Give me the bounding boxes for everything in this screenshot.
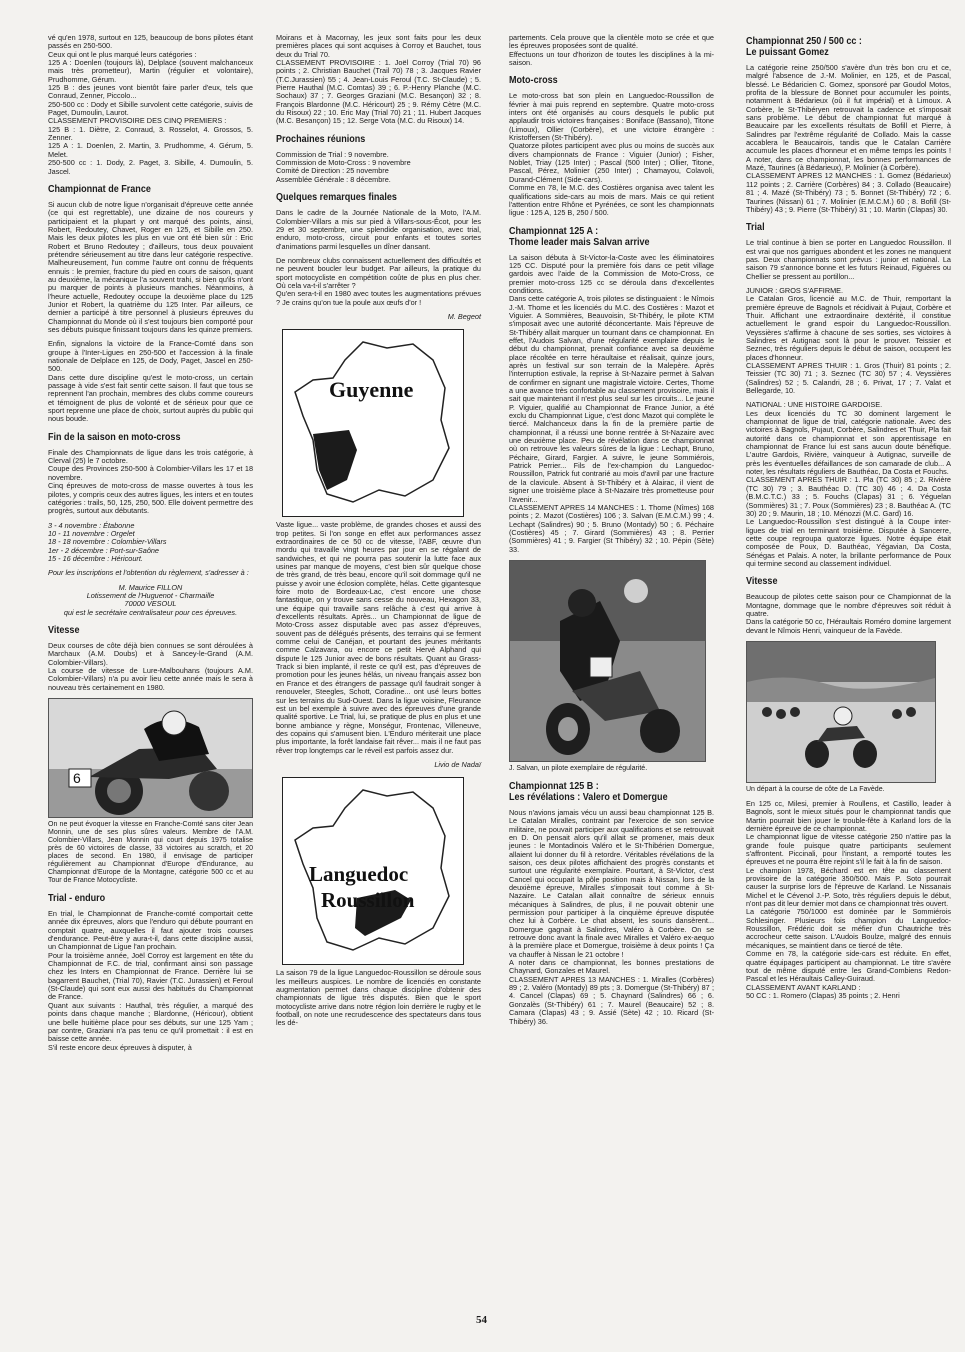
heading-trial-lr: Trial [746,221,765,234]
author-signature-begeot: M. Begeot [447,311,481,321]
author-signature-nadai: Livio de Nadaï [434,759,481,769]
column-3 [509,34,714,1032]
heading-vitesse: Vitesse [48,623,80,636]
championnat-250-500-text: La catégorie reine 250/500 s'avère d'un très bon cru et ce, malgré l'absence de J.-M. Molinier, en 125, et de Pascal, blessé. Le Bédaricien C. Gomez, sponsoré par Goudol Motos, profita de la blessure de Bonnet pour accumuler les points, notamment à Bédarieux (où il fut impérial) et à Limoux. A Corbère, le St-Thibéryen retrouvait la cadence et s'imposait sans problème. Le début de championnat fut marqué à Beaucaire par les excellents résultats de Bofill et Pierre, à Salindres par l'extrême régularité de Collado. Mais la casse accablera le Beaucairois, tandis que le Catalan Carrière accumule les places d'honneur et en même temps les points ! A noter, dans ce championnat, les bonnes performances de Mazé, Taurines (à Bédarieux), P. Molinier (à Corbère). CLASSEMENT APRES 12 MANCHES : 1. Gomez (Bédarieux) 112 points ; 2. Carrière (Corbères) 84 ; 3. Collado (Beaucaire) 81 ; 4. Mazé (St-Thibéry) 73 ; 5. Bonnet (St-Thibéry) 72 ; 6. Taurines (Nissan) 61 ; 7. Molinier (E.M.C.M.) 60 ; 8. Bofill (St-Thibéry) 43 ; 9. Pierre (St-Thibéry) 31 ; 10. Martin (Clapas) 30. [746,63,951,214]
heading-trial-enduro: Trial - enduro [48,892,106,905]
junior-trial-text: JUNIOR : GROS S'AFFIRME. Le Catalan Gros, licencié au M.C. de Thuir, remportant la première épreuve de Bagnols et récidivait à Pujaut, Corbère et Thuir. Affichant une extraordinaire dextérité, il constitue actuellement le grand espoir du Languedoc-Roussillon. Veyssières s'affirme à chacune de ses sorties, ses victoires à Salindres et Autignac sont là pour le prouver. Teissier et Seznec, très réguliers depuis le début de saison, occupent les places d'honneur. CLASSEMENT APRES THUIR : 1. Gros (Thuir) 81 points ; 2. Teissier (TC 30) 71 ; 3. Seznec (TC 30) 57 ; 4. Veyssières (Salindres) 52 ; 5. Calandri, 28 ; 6. Privat, 17 ; 7. Valat et Bellegarde, 10. [746,285,951,396]
map-languedoc-roussillon [282,777,464,965]
fin-saison-text: Finale des Championnats de ligue dans les trois catégorie, à Clerval (25) le 7 octobre. Coupe des Provinces 250-500 à Colombier-Villars les 17 et 18 novembre. Cinq épreuves de moto-cross de masse ouvertes à tous les pilotes, y compris ceux des autres ligues, les inters et en toutes catégories : trails, 50, 125, 250, 500. Elle doivent permettre des progrès, surtout aux débutants. [48,447,253,516]
vitesse-classes-text: En 125 cc, Milesi, premier à Roullens, et Castillo, leader à Bagnols, sont le mieux situés pour le championnat tandis que Martin pourrait bien jouer le trouble-fête à Karland lors de la dernière épreuve de ce championnat. Le championnat ligue de vitesse catégorie 250 n'attire pas la grande foule puisque quatre participants seulement s'affrontent. Piccinali, pour l'instant, a remporté toutes les épreuves et ne pourra être rejoint s'il le fait à la fin de saison. Le champion 1978, Béchard est en tête au classement provisoire de la catégorie 350/500. Mais P. Soto pourrait causer la surprise lors de l'épreuve de Karland. Le Nissanais Michel et le Cévenol J.-P. Soto, très réguliers depuis le début, n'ont pas dit leur dernier mot dans ce championnat très ouvert. La catégorie 750/1000 est dominée par le Sommiérois Schlesinger. Plusieurs fois champion du Languedoc-Roussillon, Frédéric doit se méfier d'un Chautriche très accrocheur cette saison. L'Audois Boulze, malgré des ennuis mécaniques, se maintient dans ce tiercé de tête. Comme en 78, la catégorie side-cars est réduite. En effet, quatre équipages participent au championnat. Le titre s'avère tout de même disputé entre les Grand-Combiens Redon-Pascal et les Héraultais Calley-Guiraud. CLASSEMENT AVANT KARLAND : 50 CC : 1. Romero (Clapas) 35 points ; 2. Henri [746,798,951,1000]
moto-cross-text: Le moto-cross bat son plein en Languedoc-Roussillon de février à mai puis reprend en septembre. Quatre moto-cross inters ont été organisés au cours desquels le public put applaudir trois victoires françaises : Boniface (Bassano), Titone (Limoux), Ollier (Corbère), et une victoire étrangère : Kristoffersen (St-Thibéry). Quatorze pilotes participent avec plus ou moins de succès aux divers championnats de France : Viguier (Junior) ; Fisher, Noblet, Triay (125 Inter) ; Pascal (500 Inter) ; Ollier, Titone, Pascal, Pérez, Molinier (250 Inter) ; Chamayou, Colavoli, Durand-Clément (Side-cars). Comme en 78, le M.C. des Costières organisa avec talent les qualifications side-cars au mois de mars. Mais ce qui retient l'attention entre Rhône et Pyrénées, ce sont les championnats ligue : 125 A, 125 B, 250 / 500. [509,91,714,218]
heading-moto-cross: Moto-cross [509,74,558,87]
heading-championnat-125a: Championnat 125 A : Thome leader mais Salvan arrive [509,224,650,248]
national-trial-text: NATIONAL : UNE HISTOIRE GARDOISE. Les deux licenciés du TC 30 dominent largement le championnat de ligue de trial, catégorie nationale. Avec des victoires à Bagnols, Pujaut, Corbère, Salindres et Thuir, Pla fait autorité dans ce championnat et son apprentissage en championnat de France lui est sans aucun doute bénéfique. L'autre Gardois, Rivière, vainqueur à Autignac, surveille de près les éventuelles défaillances de son camarade de club... A noter, les résultats réguliers de Bauthéac, Da Costa et Fouchs. CLASSEMENT APRES THUIR : 1. Pla (TC 30) 85 ; 2. Rivière (TC 30) 79 ; 3. Bauthéac D. (TC 30) 46 ; 4. Da Costa (B.M.C.T.C.) 33 ; 5. Fouchs (Clapas) 31 ; 6. Yéguelan (Sommières) 31 ; 7. Poux (Sommières) 23 ; 8. Bauthéac A. (TC 30) 20 ; 9. Maurin, 18 ; 10. Ménozzi (M.C. Gard) 16. Le Languedoc-Roussillon s'est distingué à la Coupe inter-ligues de trial en terminant troisième. Disputée à Sancerre, cette coupe regroupa quatorze ligues. Notre équipe était composée de Poux, D. Bauthéac, Yégavian, Da Costa, Sénégas et Palais. A noter, la brillante performance de Poux qui termine second au classement individuel. [746,400,951,568]
vitesse-lr-text: Beaucoup de pilotes cette saison pour ce Championnat de la Montagne, dommage que le nombre d'épreuves soit réduit à quatre. Dans la catégorie 50 cc, l'Héraultais Roméro domine largement devant le Nîmois Henri, vainqueur de la Favède. [746,592,951,635]
remarques-text-2: De nombreux clubs connaissent actuellement des difficultés et ne peuvent boucler leur budget. Par ailleurs, la pratique du sport motocycliste en compétition coûte de plus en plus cher. Où cela va-t-il s'arrêter ? Qu'en sera-t-il en 1980 avec toutes les augmentations prévues ? Je crains qu'on tue la poule aux œufs d'or ! [276,255,481,307]
heading-fin-saison: Fin de la saison en moto-cross [48,430,181,443]
heading-championnat-125b: Championnat 125 B : Les révélations : Valero et Domergue [509,779,668,803]
photo-caption-salvan: J. Salvan, un pilote exemplaire de régularité. [509,764,648,772]
hillclimb-start-photo [746,641,936,783]
championnat-125b-text: Nous n'avions jamais vécu un aussi beau championnat 125 B. Le Catalan Miralles, contraint par l'exercice de son service militaire, ne pouvait participer aux qualifications et se retrouvait en D. On pensait alors qu'il allait se promener, mais deux jeunes : le Montadinois Valéro et le St-Thibérien Domergue, allaient lui donner du fil à retordre. Véritables révélations de la saison, ces deux pilotes affichaient des progrès constants et surtout une régularité exemplaire. Pourtant, à St-Victor, c'est Cancel qui occupait la pôle position mais à Nissan, lors de la deuxième épreuve, Miralles s'imposait tout comme à St-Nazaire. Le Catalan allait connaître de sérieux ennuis mécaniques à Salindres, de plus, il ne pouvait obtenir une permission pour participer à la cinquième épreuve disputée chez lui à Corbère. Le chat absent, les souris dansèrent... Domergue gagnait à Salindres, Valéro à Corbère. On se retrouve donc avant la finale avec Miralles et Valéro ex-aequo à la première place et Domergue, troisième à deux points ! Ça va chauffer à Nissan le 21 octobre ! A noter dans ce championnat, les bonnes prestations de Chaynard, Gonzales et Maurel. CLASSEMENT APRES 13 MANCHES : 1. Miralles (Corbères) 89 ; 2. Valéro (Montady) 89 pts ; 3. Domergue (St-Thibéry) 87 ; 4. Cancel (Clapas) 69 ; 5. Chaynard (Salindres) 66 ; 6. Gonzalès (St-Thibéry) 61 ; 7. Maurel (Beaucaire) 52 ; 8. Camara (Clapas) 43 ; 9. Assié (Sète) 42 ; 10. Ricard (St-Thibéry) 36. [509,807,714,1026]
motocross-rider-photo [509,560,706,762]
photo-caption-favede: Un départ à la course de côte de La Favède. [746,785,885,793]
departements-text: partements. Cela prouve que la clientèle moto se crée et que les épreuves proposées sont de qualité. Effectuons un tour d'horizon de toutes les disciplines à la mi-saison. [509,33,714,68]
heading-vitesse-lr: Vitesse [746,575,778,588]
championnat-125a-text: La saison débuta à St-Victor-la-Coste avec les éliminatoires 125 CC. Disputé pour la première fois dans ce petit village gardois avec l'aide de la Commission de Moto-Cross, ce premier moto-cross 125 cc se déroula dans d'excellentes conditions. Dans cette catégorie A, trois pilotes se distinguaient : le Nîmois J.-M. Thome et les licenciés du M.C. des Costières : Mazot et Viguier. A Sommières, Beauvoisin, St-Thibéry, le pilote KTM s'imposait avec une autorité déconcertante. Mais l'épreuve de St-Thibéry allait marquer un tournant dans ce championnat. En effet, l'Audois Salvan, d'une régularité exemplaire depuis le début du championnat, prenait confiance avec sa deuxième place récoltée en terre héraultaise et réalisait, quinze jours, après un festival sur son terrain de la Malepère. Après l'interruption estivale, la reprise à St-Nazaire permet à Salvan de confirmer en signant une magistrale victoire. Certes, Thome a une avance très confortable au classement provisoire, mais il sait que maintenant il n'est plus seul sur les circuits... Le jeune P. Viguier, qualifié au Championnat de France Junior, a été exclu du Championnat Ligue, c'est donc Mazot qui complète le tiercé. Malchanceux dans la fin de la première partie de championnat, il a réussi une bonne rentrée à St-Nazaire avec une deuxième place. Peu de révélation dans ce championnat où on retrouve les valeurs sûres de la ligue : Lechapt, Bruno, Péchaire, Girard, Fargier. A suivre, le jeune Sommiérois, Patrick Perrier... Fils de l'ex-champion du Languedoc-Roussillon, Patrick fut contrarié au mois d'avril par une fracture de la clavicule. Absent à St-Thibéry et à Alairac, il vient de signer une troisième place à St-Nazaire très prometteuse pour l'avenir... CLASSEMENT APRES 14 MANCHES : 1. Thome (Nîmes) 168 points ; 2. Mazot (Costières) 106 ; 3. Salvan (E.M.C.M.) 99 ; 4. Lechapt (Salindres) 90 ; 5. Bruno (Montady) 50 ; 6. Péchaire (Costières) 45 ; 7. Girard (Sommières) 43 ; 8. Perrier (Sommières) 41 ; 9. Fargier (St Thibéry) 32 ; 10. Pépin (Sète) 33. [509,252,714,554]
trial-lr-text: Le trial continue à bien se porter en Languedoc Roussillon. Il est vrai que nos garrigues abondent et les zones ne manquent pas. Deux championnats sont prévus : junior et national. La saison 79 s'annonce bonne et les futurs Reinaud, Figuères ou Chellier se pressent au portillon... [746,238,951,281]
page-number: 54 [476,1314,487,1326]
remarques-text-1: Dans le cadre de la Journée Nationale de la Moto, l'A.M. Colombier-Villars a mis sur pied à Villars-sous-Écot, pour les 29 et 30 septembre, une splendide organisation, avec trial, enduro, moto-cross, circuit pour enfants et toutes sortes d'animations parmi lesquelles un dîner dansant. [276,208,481,251]
event-dates: 3 - 4 novembre : Étabonne 10 - 11 novembre : Orgelet 18 - 18 novembre : Colombier-Villars 1er - 2 décembre : Port-sur-Saône 15 - 16 décembre : Héricourt. [48,520,167,563]
trial-enduro-text: En trial, le Championnat de Franche-comté comportait cette année dix épreuves, alors que l'enduro qui débute pourrant en comptait quatre, auxquelles il faut ajouter trois courses d'endurance. Peut-être y aura-t-il, dans cette discipline aussi, un Championnat de Ligue l'an prochain. Pour la troisième année, Joël Corroy est largement en tête du Championnat de F.C. de trial, confirmant ainsi son passage chez les Inters en Championnat de France. Derrière lui se bagarrent Bauchet, (Trial 70), Ravier (T.C. Jurassien) et Feroul (St-Claude) qui sont eux aussi des habitués du Championnat de France. Quant aux suivants : Hauthal, très régulier, a marqué des points dans chaque manche ; Blardonne, (Héricour), obtient une belle huitième place pour ses débuts, sur une 125 Yam ; par contre, Graziani n'a pas tenu ce qu'il promettait : il est en baisse cette année. S'il reste encore deux épreuves à disputer, à [48,909,253,1052]
svg-text:6: 6 [73,770,81,787]
inscription-text: Pour les inscriptions et l'obtention du règlement, s'adresser à : [48,568,249,578]
photo-caption-monnin: On ne peut évoquer la vitesse en Franche-Comté sans citer Jean Monnin, une de ses plus sûres valeurs. Membre de l'A.M. Colombier-Villars, Jean Monnin qui court depuis 1975 totalise près de 60 victoires de classe, 33 victoires au scratch, et 20 places de second. En 1980, il envisage de participer régulièrement au Championnat d'Europe d'Endurance, au Championnat d'Europe de la Montagne, catégorie 500 cc et au Tour de France Motocycliste. [48,821,253,885]
languedoc-text: La saison 79 de la ligue Languedoc-Roussillon se déroule sous les meilleurs auspices. Le nombre de licenciés en constante augmentation permet dans chaque discipline d'obtenir des championnats de ligue très disputés. Bien que le sport motocycliste arrive dans notre région loin derrière le rugby et le football, on note une recrudescence des spectateurs dans tous les dé- [276,968,481,1028]
column-4 [746,34,951,1006]
contact-address: M. Maurice FILLON Lotissement de l'Huguenot - Charmaille 70000 VESOUL qui est le secrétaire centralisateur pour ces épreuves. [63,582,238,617]
guyenne-text: Vaste ligue... vaste problème, de grandes choses et aussi des trop petites. Si l'on songe en effet aux performances assez extraordinaires de ce 50 cc de vitesse, l'ABF, œuvre d'un mordu qui travaille vingt heures par jour en se régalant de sandwiches, et qui ne pourra pas soutenir la lutte face aux usines par manque de moyens, c'est bien sûr quelque chose de très grand, de très beau, encore qu'il soit dommage qu'il ne puisse y avoir une éclosion complète, hélas. Cette gigantesque foire moto de Bordeaux-Lac, c'est encore une chose fantastique, on y trouve sans cesse du nouveau, Hexagon 33, une équipe qui travaille sans relâche à c'est qui arrive à d'excellents résultats. Après... un Championnat de ligue de Moto-Cross assez disputable avec pas assez d'épreuves, souvent pas de délégués présents, des terrains qui se ferment comme celui de Canéjan, et pourtant des jeunes méritants comme Calzavara, ou encore ce petit Hervé Alphand qui dispute le 125 Junior avec de bons résultats. Quant au Grass-Track si bien implanté, il reste ce qu'il est, pas d'épreuves de promotion pour les jeunes hélás, un niveau français assez bon en France et des étrangers de passage qu'il faudrait songer à renouveler, Steegles, Schott, Coradine... ont usé leurs bottes sur les terrains du Sud-Ouest. Dans la ligue voisine, Fleurance est un bel exemple à suivre avec des épreuves d'une grande qualité sportive. Le Trial, lui, se pratique de plus en plus et une bonne ambiance y règne, Monségur, Frontenac, Villeneuve, des copains qui s'amusent bien. L'Enduro mériterait une place plus importante, la forêt landaise fait rêver... mais il ne faut pas rêver trop longtemps car le réveil est parfois assez dur. [276,520,481,755]
reunions-text: Commission de Trial : 9 novembre. Commission de Moto-Cross : 9 novembre Comité de Direction : 25 novembre Assemblée Générale : 8 décembre. [276,149,411,184]
map-title-languedoc: Languedoc [309,862,409,887]
map-guyenne [282,329,464,517]
map-title-guyenne: Guyenne [329,377,414,403]
column-1 [48,34,253,1058]
heading-championnat-de-france: Championnat de France [48,182,151,195]
motorcycle-racer-photo [48,698,253,818]
map-title-roussillon: Roussillon [321,888,415,913]
france-text-2: Enfin, signalons la victoire de la France-Comté dans son groupe à l'Inter-Ligues en 250-500 et l'accession à la finale nationale de Delplace en 125, de Dody, Paget, Jascel en 250-500. Dans cette dure discipline qu'est le moto-cross, un certain passage à vide s'est fait sentir cette saison. Il faut que tous se reprennent l'an prochain, membres des clubs comme coureurs et témoignent de plus de volonté et de sérieux pour que ce sport reprenne une place de choix, surtout auprès du public qui nous boude. [48,339,253,424]
heading-prochaines-reunions: Prochaines réunions [276,132,366,145]
intro-text: vé qu'en 1978, surtout en 125, beaucoup de bons pilotes étant passés en 250-500. Ceux qui ont le plus marqué leurs catégories : 125 A : Doenlen (toujours là), Delplace (souvent malchanceux mais très prometteur), Martin (régulier et volontaire), Prudhomme, Gérum. 125 B : des jeunes vont bientôt faire parler d'eux, tels que Conraud, Zenner, Piccolo... 250-500 cc : Dody et Sibille survolent cette catégorie, suivis de Paget, Dumoulin, Laurot. CLASSEMENT PROVISOIRE DES CINQ PREMIERS : 125 B : 1. Diètre, 2. Conraud, 3. Rosselot, 4. Grossos, 5. Zenner. 125 A : 1. Doenlen, 2. Martin, 3. Prudhomme, 4. Gérum, 5. Melet. 250-500 cc : 1. Dody, 2. Paget, 3. Sibille, 4. Dumoulin, 5. Jascel. [48,33,253,176]
vitesse-text: Deux courses de côte déjà bien connues se sont déroulées à Marchaux (A.M. Doubs) et à Sancey-le-Grand (A.M. Colombier-Villars). La course de vitesse de Lure-Malbouhans (toujours A.M. Colombier-Villars) n'a pu avoir lieu cette année mais le sera à nouveau très certainement en 1980. [48,640,253,692]
france-text-1: Si aucun club de notre ligue n'organisait d'épreuve cette année (ce qui est regrettable), une dizaine de nos coureurs y participaient et la plupart y ont marqué des points, ainsi, Robert, Redoutey, Chavet, Roger en 125, et Sibille en 250. Mais les deux pilotes les plus en vue ont été bien sûr : Eric Robert et Bruno Redoutey ; d'ailleurs, tous deux pouvaient prétendre sérieusement au titre dans leur catégorie respective. Malheureusement, l'un comme l'autre ont connu de fréquents ennuis : le premier, fracture du pied en cours de saison, quant au deuxième, la mécanique l'a souvent trahi, si bien qu'ils n'ont pu marquer de points à plusieurs manches. Néanmoins, à l'heure actuelle, Redoutey occupe la deuxième place du 125 Junior et Robert, la quatrième du 125 Inter. Par ailleurs, ce dernier a participé à titre personnel à plusieurs épreuves du Championnat du Monde où il s'est toujours bien comporté pour ses débuts puisque finissant toujours dans les quinze premiers. [48,199,253,334]
heading-remarques-finales: Quelques remarques finales [276,191,397,204]
heading-championnat-250-500: Championnat 250 / 500 cc : Le puissant Gomez [746,35,862,58]
column-2 [276,34,481,1034]
trial-classement-text: Moirans et à Macornay, les jeux sont faits pour les deux premières places qui sont acquises à Corroy et Bauchet, tous deux du Trial 70. CLASSEMENT PROVISOIRE : 1. Joël Corroy (Trial 70) 96 points ; 2. Christian Bauchet (Trail 70) 78 ; 3. Jacques Ravier (T.C.Jurassien) 55 ; 4. Jean-Louis Feroul (T.C. St-Claude) ; 5. Pierre Hauthal (M.C. Comtas) 39 ; 6. P.-Henry Planche (M.C. Sochaux) 37 ; 7. Georges Graziani (M.C. Besançon) 32 ; 8. François Blardonne (M.C. Héricourt) 25 ; 9. Rémy Cètre (M.C. du Risoux) 22 ; 10. Eric May (Trial 70) 21 ; 11. Hubert Jacques (M.C. Besançon) 15 ; 12. Serge Vota (M.C. du Risoux) 14. [276,33,481,126]
